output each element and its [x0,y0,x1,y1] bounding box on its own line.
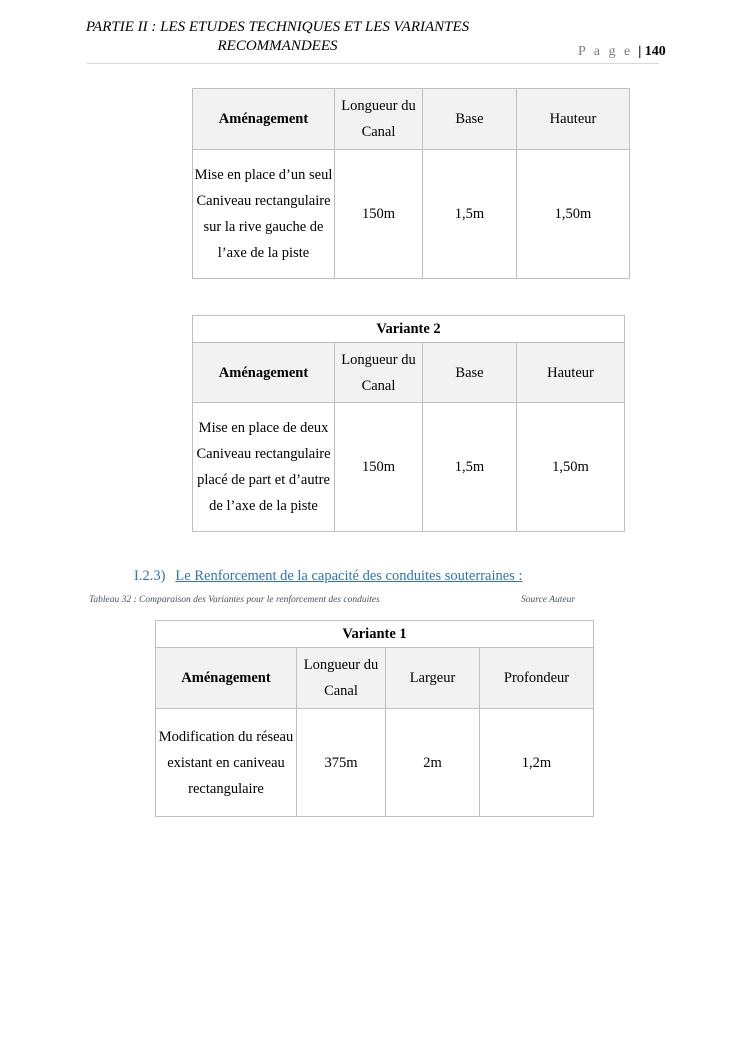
cell-base: 1,5m [423,150,517,279]
cell-hauteur: 1,50m [517,403,625,532]
cell-hauteur: 1,50m [517,150,630,279]
variant-title: Variante 1 [156,621,594,648]
cell-longueur: 375m [297,709,386,817]
table-title-row [156,621,594,648]
section-heading[interactable] [134,568,522,585]
cell-longueur: 150m [335,403,423,532]
cell-largeur: 2m [386,709,480,817]
page-number: 140 [644,44,666,59]
table-header-row [193,89,630,150]
header-amenagement: Aménagement [193,89,335,150]
header-hauteur: Hauteur [517,343,625,403]
table-header-row [193,343,625,403]
cell-base: 1,5m [423,403,517,532]
header-amenagement: Aménagement [156,648,297,709]
header-longueur: Longueur du Canal [335,343,423,403]
header-profondeur: Profondeur [480,648,594,709]
table-row [156,709,594,817]
caption-source: Source Auteur [521,595,576,605]
page-header-title: PARTIE II : LES ETUDES TECHNIQUES ET LES VARIANTES RECOMMANDEES [85,19,470,54]
cell-longueur: 150m [335,150,423,279]
header-base: Base [423,343,517,403]
page-separator: | [638,44,642,59]
header-longueur: Longueur du Canal [335,89,423,150]
cell-amenagement: Mise en place de deux Caniveau rectangulaire placé de part et d’autre de l’axe de la piste [193,403,335,532]
page-number-block [578,44,666,60]
variant-title: Variante 2 [193,316,625,343]
header-base: Base [423,89,517,150]
table-row [193,403,625,532]
table-row [193,150,630,279]
header-longueur: Longueur du Canal [297,648,386,709]
table-header-row [156,648,594,709]
table-variante-2-drainage [192,315,625,532]
table-title-row [193,316,625,343]
cell-amenagement: Modification du réseau existant en caniveau rectangulaire [156,709,297,817]
header-largeur: Largeur [386,648,480,709]
header-hauteur: Hauteur [517,89,630,150]
header-divider [87,63,659,64]
table-variante-1-drainage [192,88,630,279]
header-amenagement: Aménagement [193,343,335,403]
section-title-link[interactable]: Le Renforcement de la capacité des conduites souterraines : [175,568,523,584]
page-label: P a g e [578,44,633,59]
table-caption: Tableau 32 : Comparaison des Variantes pour le renforcement des conduites [89,595,380,605]
cell-profondeur: 1,2m [480,709,594,817]
section-number: I.2.3) [134,568,166,584]
table-variante-1-conduites [155,620,594,817]
cell-amenagement: Mise en place d’un seul Caniveau rectangulaire sur la rive gauche de l’axe de la piste [193,150,335,279]
